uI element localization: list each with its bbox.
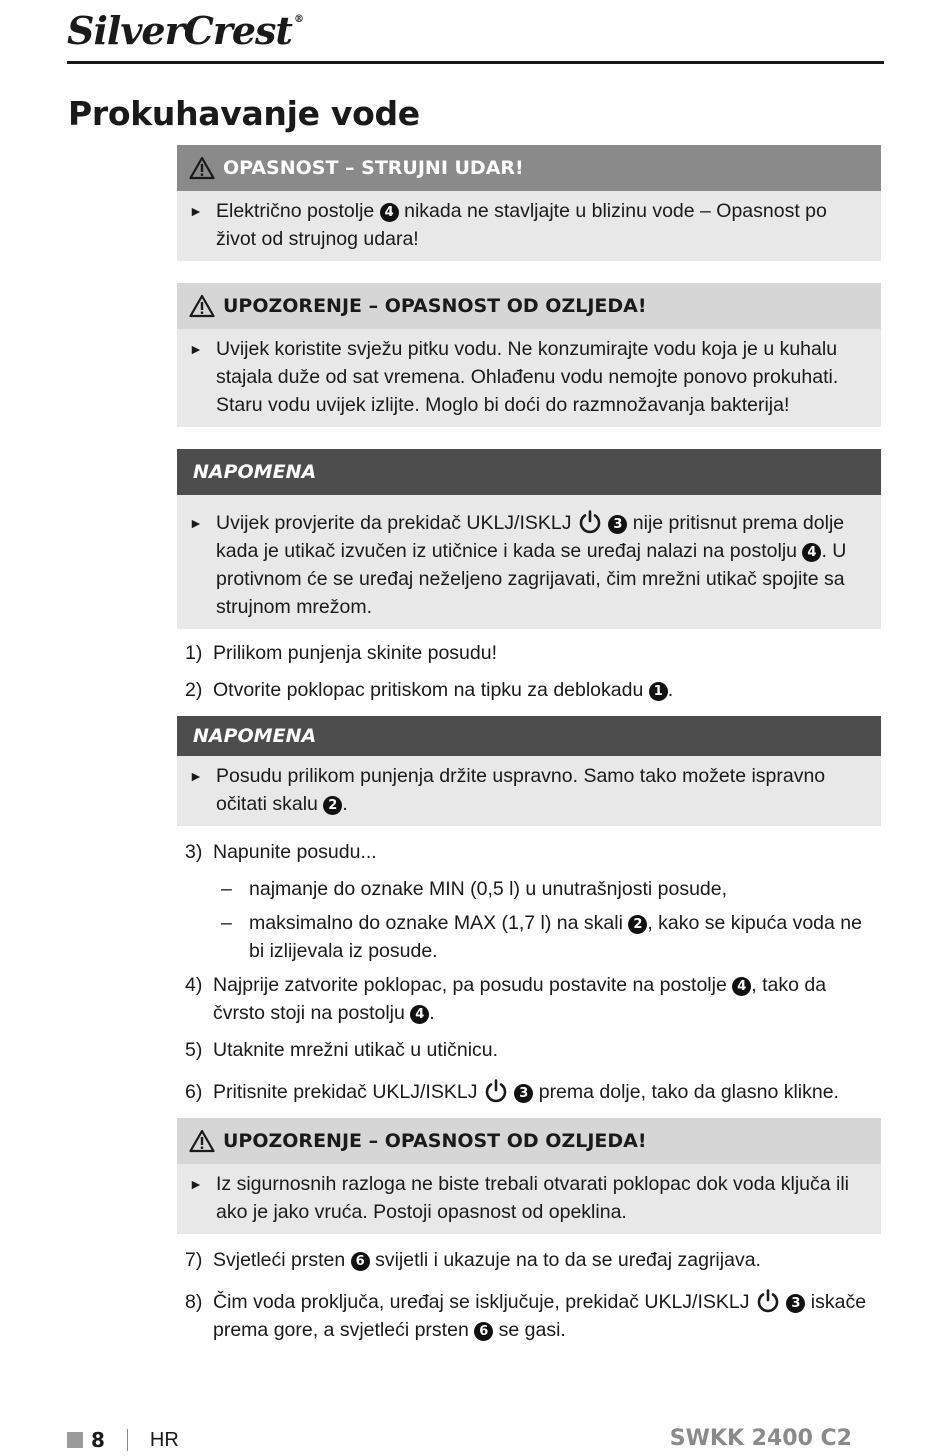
steps-list-a	[177, 639, 881, 704]
warning-box	[177, 283, 881, 427]
warning-triangle-icon	[189, 156, 215, 180]
ref-number: 4	[802, 543, 821, 562]
step-item: 7) Svjetleći prsten 6 svijetli i ukazuje na to da se uređaj zagrijava.	[185, 1249, 761, 1271]
note-body	[177, 756, 881, 826]
step-item: 5) Utaknite mrežni utikač u utičnicu.	[185, 1039, 499, 1061]
step-item: 2) Otvorite poklopac pritiskom na tipku za deblokadu 1 .	[185, 679, 674, 701]
step-item: 6) Pritisnite prekidač UKLJ/ISKLJ 3 prema dolje, tako da glasno klikne.	[185, 1078, 881, 1106]
bullet-item	[189, 335, 867, 419]
steps-list-c	[177, 1246, 881, 1344]
ref-number: 2	[628, 915, 647, 934]
power-icon	[577, 509, 603, 535]
header-rule	[67, 61, 884, 64]
brand-logo	[67, 8, 301, 53]
footer-square-icon	[67, 1432, 83, 1448]
ref-number: 6	[474, 1322, 493, 1341]
power-icon	[755, 1288, 781, 1314]
note-header	[177, 449, 881, 495]
steps-list-b	[177, 838, 881, 1106]
ref-number: 4	[410, 1005, 429, 1024]
step-item: 4) Najprije zatvorite poklopac, pa posudu postavite na postolje 4 , tako da čvrsto stoji na postolju 4 .	[185, 974, 827, 1024]
bullet-arrow-icon: ►	[189, 515, 203, 531]
ref-number: 1	[649, 682, 668, 701]
ref-number: 3	[608, 515, 627, 534]
footer-divider	[127, 1429, 128, 1451]
bullet-arrow-icon: ►	[189, 341, 203, 357]
bullet-item	[189, 762, 867, 818]
logo-text: SilverCrest	[67, 8, 292, 53]
bullet-text: Uvijek koristite svježu pitku vodu. Ne konzumirajte vodu koja je u kuhalu stajala duže od sat vremena. Ohlađenu vodu nemojte ponovo prokuhati. Staru vodu uvijek izlijte. Moglo bi doći do razmnožavanja bakterija!	[216, 338, 839, 416]
danger-title: OPASNOST – STRUJNI UDAR!	[223, 157, 524, 179]
danger-body	[177, 191, 881, 261]
bullet-text: Iz sigurnosnih razloga ne biste trebali otvarati poklopac dok voda ključa ili ako je jako vruća. Postoji opasnost od opeklina.	[216, 1173, 850, 1223]
ref-number: 2	[323, 796, 342, 815]
danger-box	[177, 145, 881, 261]
warning-title: UPOZORENJE – OPASNOST OD OZLJEDA!	[223, 295, 647, 317]
step-item: 8) Čim voda proključa, uređaj se isključuje, prekidač UKLJ/ISKLJ 3 iskače prema gore, a svjetleći prsten 6 se gasi.	[185, 1288, 881, 1344]
warning-box	[177, 1118, 881, 1234]
warning-triangle-icon	[189, 294, 215, 318]
model-number: SWKK 2400 C2	[669, 1426, 852, 1451]
warning-header	[177, 1118, 881, 1164]
warning-header	[177, 283, 881, 329]
note-header	[177, 716, 881, 756]
warning-body	[177, 1164, 881, 1234]
bullet-arrow-icon: ►	[189, 768, 203, 784]
bullet-item	[189, 509, 867, 621]
bullet-arrow-icon: ►	[189, 203, 203, 219]
page-footer	[67, 1428, 179, 1452]
language-code: HR	[149, 1428, 179, 1451]
main-content	[177, 145, 881, 1353]
page-title: Prokuhavanje vode	[68, 94, 420, 133]
note-box	[177, 449, 881, 629]
ref-number: 3	[514, 1084, 533, 1103]
ref-number: 6	[351, 1252, 370, 1271]
danger-header	[177, 145, 881, 191]
bullet-text: Uvijek provjerite da prekidač UKLJ/ISKLJ 3 nije pritisnut prema dolje kada je utikač izvučen iz utičnice i kada se uređaj nalazi na postolju 4 . U protivnom će se uređaj neželjeno zagrijavati, čim mrežni utikač spojite sa strujnom mrežom.	[216, 509, 867, 621]
bullet-text: Posudu prilikom punjenja držite uspravno. Samo tako možete ispravno očitati skalu 2 .	[216, 765, 826, 815]
bullet-item	[189, 1170, 867, 1226]
step-item: 3) Napunite posudu...	[185, 841, 377, 863]
power-icon	[483, 1078, 509, 1104]
warning-triangle-icon	[189, 1129, 215, 1153]
bullet-arrow-icon: ►	[189, 1176, 203, 1192]
warning-body	[177, 329, 881, 427]
registered-mark: ®	[293, 14, 303, 25]
page-number: 8	[91, 1428, 105, 1452]
sub-item: – najmanje do oznake MIN (0,5 l) u unutrašnjosti posude,	[221, 878, 728, 900]
step-item: 1) Prilikom punjenja skinite posudu!	[185, 642, 497, 664]
ref-number: 4	[380, 203, 399, 222]
note-title: NAPOMENA	[193, 725, 317, 747]
note-title: NAPOMENA	[193, 461, 317, 483]
bullet-item	[189, 197, 867, 253]
ref-number: 4	[732, 977, 751, 996]
bullet-text: Električno postolje 4 nikada ne stavljajte u blizinu vode – Opasnost po život od strujnog udara!	[216, 200, 827, 250]
ref-number: 3	[786, 1294, 805, 1313]
note-body	[177, 495, 881, 629]
warning-title: UPOZORENJE – OPASNOST OD OZLJEDA!	[223, 1130, 647, 1152]
note-box	[177, 716, 881, 826]
sub-item: – maksimalno do oznake MAX (1,7 l) na skali 2 , kako se kipuća voda ne bi izlijevala iz posude.	[221, 912, 862, 962]
